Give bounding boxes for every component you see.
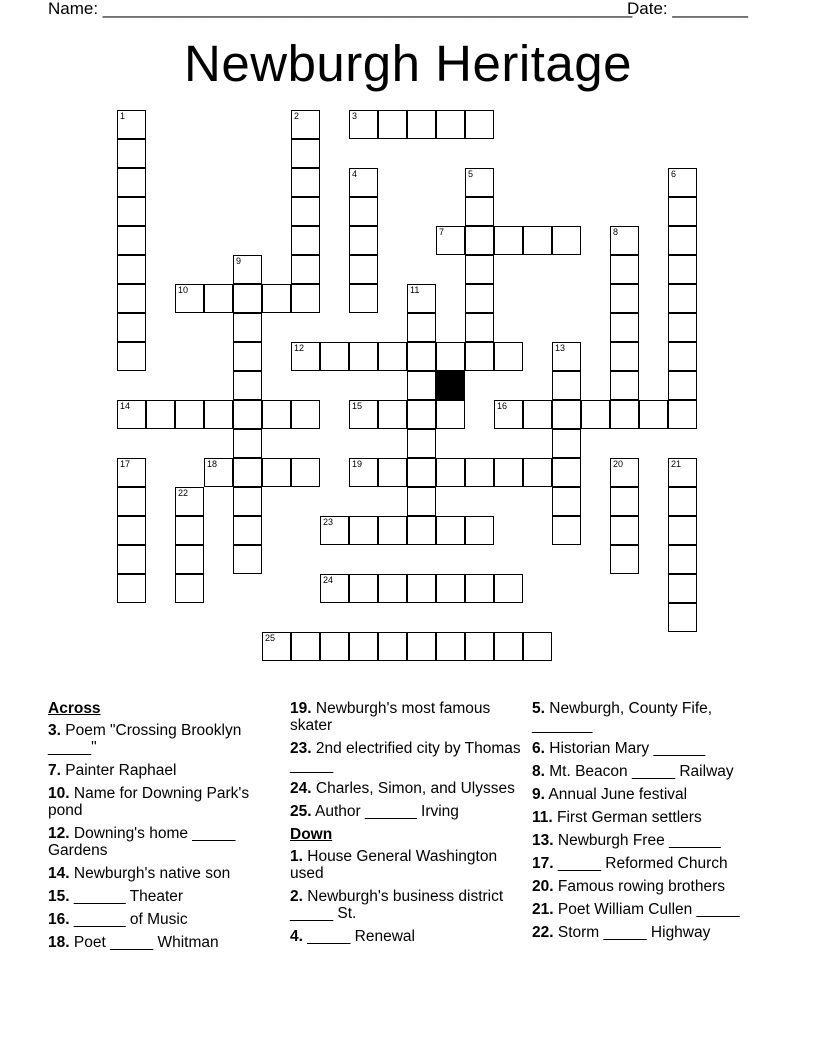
grid-cell[interactable] [117,516,146,545]
grid-cell[interactable] [668,342,697,371]
clue-number: 24 [323,575,334,585]
grid-cell[interactable] [291,197,320,226]
grid-cell[interactable] [117,255,146,284]
grid-cell[interactable] [233,429,262,458]
grid-cell[interactable] [378,110,407,139]
grid-cell[interactable] [523,632,552,661]
grid-cell[interactable] [349,400,378,429]
grid-cell[interactable] [175,574,204,603]
grid-cell[interactable] [552,342,581,371]
grid-cell[interactable] [291,139,320,168]
grid-cell[interactable] [436,342,465,371]
grid-cell[interactable] [668,197,697,226]
grid-cell[interactable] [552,400,581,429]
grid-cell[interactable] [349,284,378,313]
grid-cell[interactable] [552,458,581,487]
grid-cell[interactable] [610,487,639,516]
grid-cell[interactable] [175,545,204,574]
clue-number: 19 [352,459,363,469]
grid-cell[interactable] [552,516,581,545]
grid-cell[interactable] [407,458,436,487]
grid-cell[interactable] [349,632,378,661]
clue-across-19: 19. Newburgh's most famous skater [290,700,491,734]
clue-down-9: 9. Annual June festival [532,786,688,803]
grid-cell[interactable] [320,632,349,661]
clues-column-3 [532,700,764,947]
grid-cell[interactable] [349,168,378,197]
grid-cell[interactable] [436,516,465,545]
grid-cell[interactable] [291,284,320,313]
grid-cell[interactable] [349,342,378,371]
grid-cell[interactable] [117,545,146,574]
grid-cell[interactable] [465,197,494,226]
grid-cell[interactable] [320,516,349,545]
grid-cell[interactable] [494,400,523,429]
grid-cell[interactable] [668,313,697,342]
grid-cell[interactable] [117,400,146,429]
grid-cell[interactable] [668,458,697,487]
grid-cell[interactable] [610,226,639,255]
grid-cell[interactable] [349,458,378,487]
grid-cell[interactable] [407,574,436,603]
grid-cell[interactable] [610,342,639,371]
grid-cell[interactable] [494,226,523,255]
grid-cell[interactable] [262,284,291,313]
clue-number: 1 [120,111,126,121]
clue-number: 23 [323,517,334,527]
grid-cell[interactable] [175,400,204,429]
grid-cell[interactable] [494,574,523,603]
grid-cell[interactable] [668,168,697,197]
grid-cell[interactable] [233,284,262,313]
clue-down-20: 20. Famous rowing brothers [532,878,725,895]
grid-cell[interactable] [581,400,610,429]
grid-cell[interactable] [320,574,349,603]
clue-across-25: 25. Author ______ Irving [290,803,459,820]
grid-cell[interactable] [407,110,436,139]
grid-cell[interactable] [349,516,378,545]
grid-cell[interactable] [436,400,465,429]
clue-down-4: 4. _____ Renewal [290,928,415,945]
grid-cell[interactable] [668,487,697,516]
grid-cell[interactable] [349,110,378,139]
grid-cell[interactable] [407,313,436,342]
grid-cell[interactable] [552,487,581,516]
grid-cell[interactable] [117,110,146,139]
clue-across-15: 15. ______ Theater [48,888,184,905]
grid-cell[interactable] [668,545,697,574]
clue-number: 2 [294,111,300,121]
grid-cell[interactable] [233,313,262,342]
clue-number: 3 [352,111,358,121]
grid-cell[interactable] [291,400,320,429]
grid-cell[interactable] [378,574,407,603]
clue-down-1: 1. House General Washington used [290,848,498,882]
clue-number: 15 [352,401,363,411]
clue-across-12: 12. Downing's home _____ Gardens [48,825,236,859]
grid-cell[interactable] [291,168,320,197]
grid-cell[interactable] [378,458,407,487]
grid-cell[interactable] [465,342,494,371]
grid-cell[interactable] [668,255,697,284]
grid-cell[interactable] [552,371,581,400]
clue-number: 18 [207,459,218,469]
grid-cell[interactable] [175,487,204,516]
grid-cell[interactable] [465,574,494,603]
clue-number: 13 [555,343,566,353]
grid-cell[interactable] [668,284,697,313]
grid-cell[interactable] [233,458,262,487]
grid-cell[interactable] [465,458,494,487]
clue-number: 12 [294,343,305,353]
grid-cell[interactable] [407,516,436,545]
grid-cell[interactable] [378,632,407,661]
grid-cell[interactable] [291,110,320,139]
clue-number: 7 [439,227,445,237]
grid-cell[interactable] [668,400,697,429]
grid-cell[interactable] [378,342,407,371]
clue-down-21: 21. Poet William Cullen _____ [532,901,740,918]
grid-cell[interactable] [436,632,465,661]
clues-column-1 [48,700,280,957]
grid-cell[interactable] [117,487,146,516]
grid-cell[interactable] [668,226,697,255]
grid-cell[interactable] [465,313,494,342]
grid-cell[interactable] [610,458,639,487]
grid-cell[interactable] [436,458,465,487]
clue-down-8: 8. Mt. Beacon _____ Railway [532,763,734,780]
grid-cell[interactable] [668,516,697,545]
clue-number: 8 [613,227,619,237]
grid-cell[interactable] [610,371,639,400]
grid-cell[interactable] [610,313,639,342]
grid-cell[interactable] [117,139,146,168]
clue-across-14: 14. Newburgh's native son [48,865,231,882]
grid-cell[interactable] [117,342,146,371]
down-heading: Down [290,826,333,843]
grid-cell[interactable] [291,632,320,661]
clue-number: 10 [178,285,189,295]
date-field-label: Date: ________ [627,0,748,18]
grid-cell[interactable] [291,255,320,284]
grid-cell[interactable] [175,516,204,545]
grid-cell[interactable] [523,400,552,429]
grid-cell[interactable] [552,226,581,255]
grid-cell[interactable] [349,574,378,603]
grid-cell[interactable] [465,110,494,139]
clue-number: 9 [236,256,242,266]
grid-cell[interactable] [465,255,494,284]
name-field-label: Name: ________________________________________________________ [48,0,633,18]
grid-cell[interactable] [610,516,639,545]
clue-number: 6 [671,169,677,179]
grid-cell[interactable] [204,400,233,429]
clue-down-17: 17. _____ Reformed Church [532,855,728,872]
clue-down-5: 5. Newburgh, County Fife, _______ [532,700,713,734]
grid-cell[interactable] [465,632,494,661]
grid-cell[interactable] [349,197,378,226]
grid-cell[interactable] [494,342,523,371]
grid-cell[interactable] [117,226,146,255]
grid-cell[interactable] [668,371,697,400]
grid-cell[interactable] [117,458,146,487]
clue-number: 14 [120,401,131,411]
grid-cell[interactable] [465,168,494,197]
clues-column-2 [290,700,522,951]
clue-number: 22 [178,488,189,498]
grid-cell[interactable] [233,516,262,545]
clue-across-24: 24. Charles, Simon, and Ulysses [290,780,515,797]
grid-cell[interactable] [552,429,581,458]
grid-cell[interactable] [436,110,465,139]
clue-across-23: 23. 2nd electrified city by Thomas _____ [290,740,521,774]
grid-cell[interactable] [233,342,262,371]
grid-cell[interactable] [378,400,407,429]
grid-cell[interactable] [117,574,146,603]
grid-cell[interactable] [610,400,639,429]
clue-across-10: 10. Name for Downing Park's pond [48,785,250,819]
grid-cell[interactable] [291,226,320,255]
grid-cell[interactable] [175,284,204,313]
clue-number: 17 [120,459,131,469]
grid-cell[interactable] [407,342,436,371]
grid-cell[interactable] [494,632,523,661]
grid-cell[interactable] [262,632,291,661]
grid-cell[interactable] [465,516,494,545]
grid-cell[interactable] [668,574,697,603]
grid-cell[interactable] [523,226,552,255]
grid-cell[interactable] [465,226,494,255]
grid-cell[interactable] [262,458,291,487]
grid-cell[interactable] [610,545,639,574]
grid-cell[interactable] [117,168,146,197]
grid-cell[interactable] [117,197,146,226]
clue-down-22: 22. Storm _____ Highway [532,924,711,941]
grid-cell[interactable] [262,400,291,429]
grid-cell[interactable] [291,458,320,487]
grid-cell[interactable] [349,255,378,284]
grid-cell[interactable] [233,487,262,516]
grid-cell[interactable] [639,400,668,429]
grid-cell[interactable] [668,603,697,632]
clue-across-7: 7. Painter Raphael [48,762,177,779]
grid-cell[interactable] [233,545,262,574]
grid-cell[interactable] [204,284,233,313]
grid-cell[interactable] [204,458,233,487]
clue-across-3: 3. Poem "Crossing Brooklyn _____" [48,722,242,756]
grid-cell[interactable] [407,487,436,516]
black-cell [436,371,465,400]
grid-cell[interactable] [523,458,552,487]
clue-number: 4 [352,169,358,179]
clue-number: 16 [497,401,508,411]
clue-number: 25 [265,633,276,643]
clue-number: 20 [613,459,624,469]
grid-cell[interactable] [610,284,639,313]
clue-across-18: 18. Poet _____ Whitman [48,934,219,951]
grid-cell[interactable] [407,429,436,458]
grid-cell[interactable] [233,371,262,400]
grid-cell[interactable] [407,400,436,429]
clue-down-11: 11. First German settlers [532,809,702,826]
grid-cell[interactable] [146,400,175,429]
grid-cell[interactable] [349,226,378,255]
grid-cell[interactable] [407,632,436,661]
grid-cell[interactable] [117,284,146,313]
grid-cell[interactable] [117,313,146,342]
grid-cell[interactable] [436,226,465,255]
clue-number: 21 [671,459,682,469]
grid-cell[interactable] [407,371,436,400]
grid-cell[interactable] [378,516,407,545]
grid-cell[interactable] [233,255,262,284]
grid-cell[interactable] [407,284,436,313]
grid-cell[interactable] [494,458,523,487]
clue-down-6: 6. Historian Mary ______ [532,740,706,757]
grid-cell[interactable] [465,284,494,313]
grid-cell[interactable] [436,574,465,603]
page-title: Newburgh Heritage [184,35,632,92]
across-heading: Across [48,700,101,717]
clue-across-16: 16. ______ of Music [48,911,188,928]
grid-cell[interactable] [610,255,639,284]
clue-down-13: 13. Newburgh Free ______ [532,832,721,849]
grid-cell[interactable] [320,342,349,371]
clue-down-2: 2. Newburgh's business district _____ St. [290,888,504,922]
clue-number: 11 [410,285,420,295]
grid-cell[interactable] [233,400,262,429]
grid-cell[interactable] [291,342,320,371]
clue-number: 5 [468,169,474,179]
